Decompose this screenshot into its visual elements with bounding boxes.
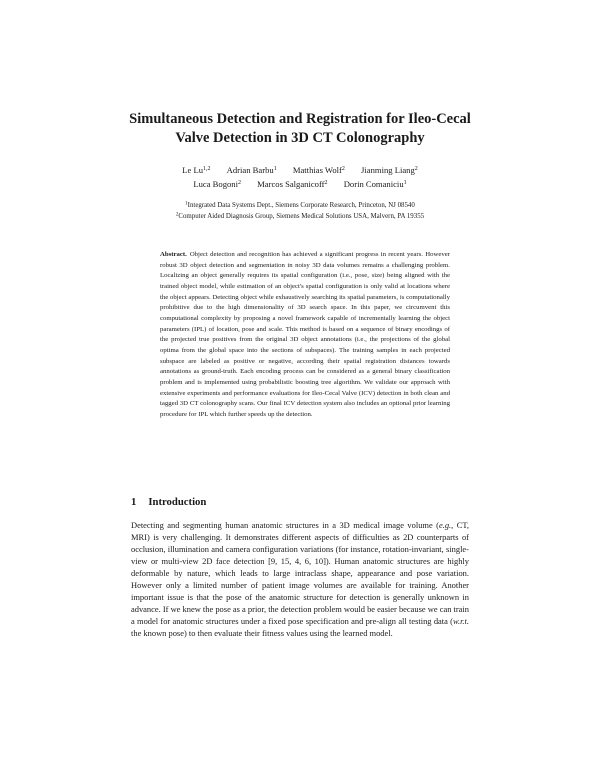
author-line-1 — [100, 163, 500, 177]
abstract-label: Abstract. — [160, 251, 187, 258]
affiliations — [100, 200, 500, 222]
section-title: Introduction — [148, 496, 207, 508]
author: Adrian Barbu$^1$ — [226, 165, 277, 175]
introduction-paragraph: Detecting and segmenting human anatomic structures in a 3D medical image volume (e.g., CT, MRI) is very challenging. It demonstrates different aspects of difficulties as 2D counterparts of occlusion, illumination and camera configuration variations (for instance, rotation-invariant, single-view or multi-view 2D face detection [9, 15, 4, 6, 10]). Human anatomic structures are highly deformable by nature, which leads to large intraclass shape, appearance and pose variation. However only a limited number of patient image volumes are available for training. Another important issue is that the pose of the anatomic structure for detection is generally unknown in advance. If we knew the pose as a prior, the detection problem would be easier because we can train a model for anatomic structures under a fixed pose specification and pre-align all testing data (w.r.t. the known pose) to then evaluate their fitness values using the learned model. — [131, 520, 469, 638]
abstract — [160, 250, 450, 421]
author: Jianming Liang$^2$ — [361, 165, 418, 175]
section-heading — [131, 496, 206, 508]
author: Matthias Wolf$^2$ — [292, 165, 345, 175]
paper-title — [120, 110, 480, 148]
author-list — [100, 163, 500, 191]
title-line-1: Simultaneous Detection and Registration for Ileo-Cecal — [129, 111, 471, 127]
author: Le Lu$^{1,2}$ — [182, 165, 211, 175]
affiliation: $^1$Integrated Data Systems Dept., Siemens Corporate Research, Princeton, NJ 08540 — [185, 201, 415, 209]
title-line-2: Valve Detection in 3D CT Colonography — [175, 130, 425, 146]
author-line-2 — [100, 177, 500, 191]
author: Luca Bogoni$^2$ — [193, 179, 241, 189]
affiliation: $^2$Computer Aided Diagnosis Group, Siemens Medical Solutions USA, Malvern, PA 19355 — [175, 212, 425, 220]
author: Dorin Comaniciu$^1$ — [343, 179, 407, 189]
author: Marcos Salganicoff$^2$ — [257, 179, 328, 189]
abstract-text: Object detection and recognition has achieved a significant progress in recent years. However robust 3D object detection and segmentation in noisy 3D data volumes remains a challenging problem. Localizing an object generally requires its spatial configuration (i.e., pose, size) being aligned with the trained object model, while estimation of an object's spatial configuration is only valid at locations where the object appears. Detecting object while exhaustively searching its spatial parameters, is computationally prohibitive due to the high dimensionality of 3D search space. In this paper, we circumvent this computational complexity by proposing a novel framework capable of incrementally learning the object parameters (IPL) of location, pose and scale. This method is based on a sequence of binary encodings of the projected true positives from the original 3D object annotations (i.e., the projections of the global optima from the global space into the sections of subspaces). The training samples in each projected subspace are labeled as positive or negative, according their spatial registration distances towards annotations as ground-truth. Each encoding process can be considered as a general binary classification problem and is implemented using probabilistic boosting tree algorithm. We validate our approach with extensive experiments and performance evaluations for Ileo-Cecal Valve (ICV) detection in both clean and tagged 3D CT colonography scans. Our final ICV detection system also includes an optional prior learning procedure for IPL which further speeds up the detection. — [160, 251, 450, 418]
section-number: 1 — [131, 496, 137, 508]
